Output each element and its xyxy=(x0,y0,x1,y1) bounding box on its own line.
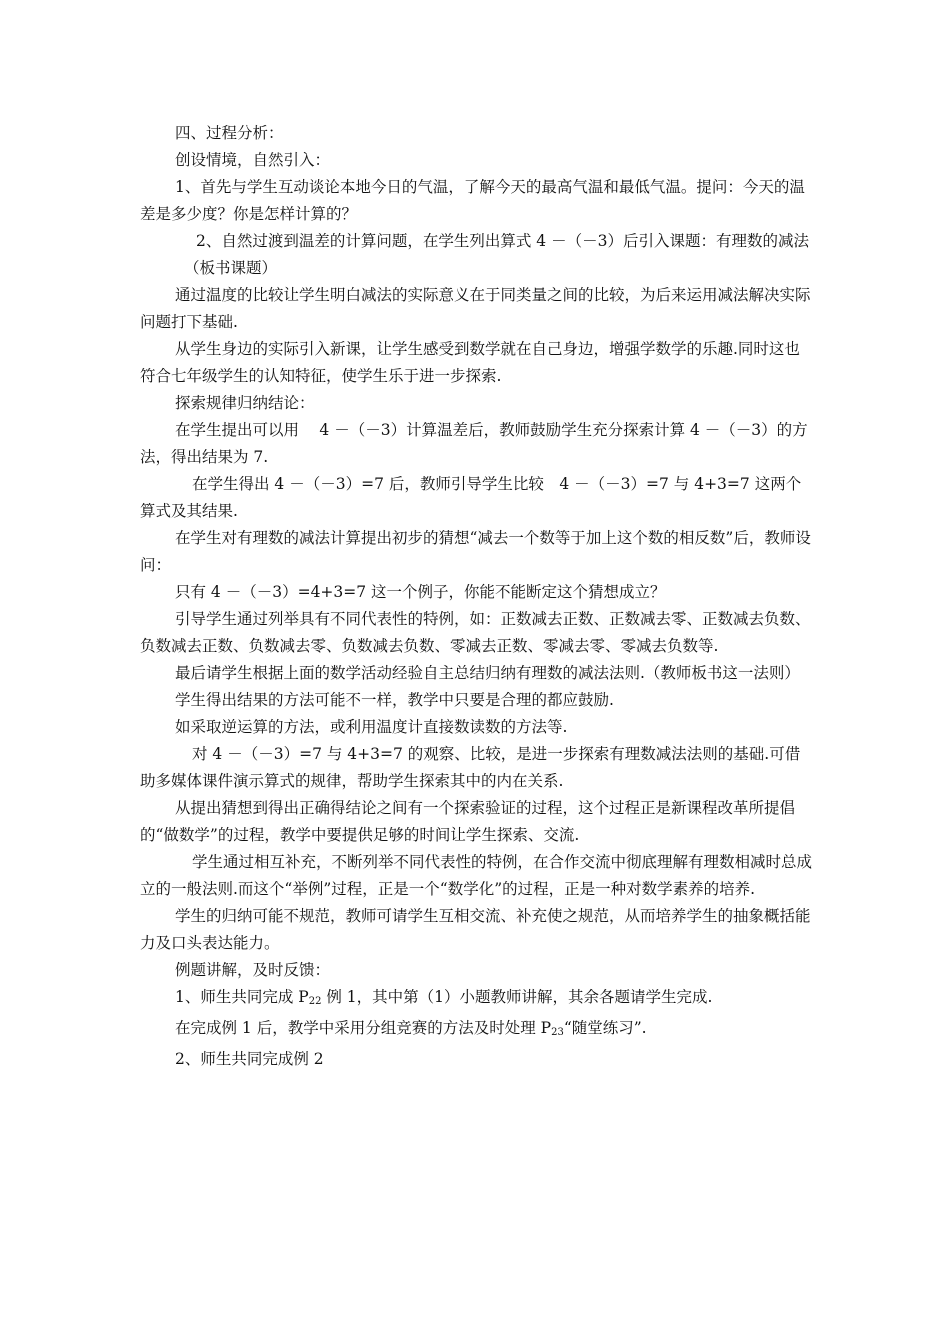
paragraph: 在学生得出 4 －（－3）=7 后，教师引导学生比较 4 －（－3）=7 与 4+3=7 这两个算式及其结果. xyxy=(140,475,802,520)
paragraph: （板书课题） xyxy=(184,259,278,277)
text-run: 1、师生共同完成 P xyxy=(175,988,309,1006)
text-run: 在完成例 1 后，教学中采用分组竞赛的方法及时处理 P xyxy=(175,1019,552,1037)
paragraph: 通过温度的比较让学生明白减法的实际意义在于同类量之间的比较，为后来运用减法解决实际问题打下基础. xyxy=(140,286,811,331)
page-subscript: 22 xyxy=(308,996,322,1007)
paragraph: 从学生身边的实际引入新课，让学生感受到数学就在自己身边，增强学数学的乐趣.同时这也符合七年级学生的认知特征，使学生乐于进一步探索. xyxy=(140,340,800,385)
text-run: “随堂练习”. xyxy=(563,1019,647,1037)
subsection-title-3: 例题讲解，及时反馈： xyxy=(175,961,331,979)
paragraph: 对 4 －（－3）=7 与 4+3=7 的观察、比较，是进一步探索有理数减法法则的基础.可借助多媒体课件演示算式的规律，帮助学生探索其中的内在关系. xyxy=(140,745,801,790)
page-subscript: 23 xyxy=(551,1027,564,1038)
paragraph: 如采取逆运算的方法，或利用温度计直接数读数的方法等. xyxy=(175,718,568,736)
paragraph: 只有 4 －（－3）=4+3=7 这一个例子，你能不能断定这个猜想成立？ xyxy=(175,583,666,601)
paragraph: 引导学生通过列举具有不同代表性的特例，如：正数减去正数、正数减去零、正数减去负数、负数减去正数、负数减去零、负数减去负数、零减去正数、零减去零、零减去负数等. xyxy=(140,610,811,655)
paragraph: 在学生提出可以用 4 －（－3）计算温差后，教师鼓励学生充分探索计算 4 －（－3）的方法，得出结果为 7. xyxy=(140,421,808,466)
paragraph xyxy=(140,1015,812,1046)
paragraph: 2、师生共同完成例 2 xyxy=(175,1050,324,1068)
subsection-title-1: 创设情境，自然引入： xyxy=(175,151,331,169)
paragraph: 学生的归纳可能不规范，教师可请学生互相交流、补充使之规范，从而培养学生的抽象概括能力及口头表达能力。 xyxy=(140,907,811,952)
document-body xyxy=(140,120,812,1073)
text-run: 例 1，其中第（1）小题教师讲解，其余各题请学生完成. xyxy=(321,988,713,1006)
paragraph: 1、首先与学生互动谈论本地今日的气温，了解今天的最高气温和最低气温。提问：今天的温差是多少度？你是怎样计算的？ xyxy=(140,178,805,223)
paragraph: 学生通过相互补充，不断列举不同代表性的特例，在合作交流中彻底理解有理数相减时总成立的一般法则.而这个“举例”过程，正是一个“数学化”的过程，正是一种对数学素养的培养. xyxy=(140,853,813,898)
paragraph: 学生得出结果的方法可能不一样，教学中只要是合理的都应鼓励. xyxy=(175,691,614,709)
paragraph xyxy=(140,984,812,1015)
section-heading: 四、过程分析： xyxy=(175,124,284,142)
subsection-title-2: 探索规律归纳结论： xyxy=(175,394,315,412)
paragraph: 从提出猜想到得出正确得结论之间有一个探索验证的过程，这个过程正是新课程改革所提倡的“做数学”的过程，教学中要提供足够的时间让学生探索、交流. xyxy=(140,799,796,844)
paragraph: 在学生对有理数的减法计算提出初步的猜想“减去一个数等于加上这个数的相反数”后，教师设问： xyxy=(140,529,811,574)
paragraph: 最后请学生根据上面的数学活动经验自主总结归纳有理数的减法法则.（教师板书这一法则） xyxy=(175,664,800,682)
paragraph: 2、自然过渡到温差的计算问题，在学生列出算式 4 －（－3）后引入课题：有理数的减法 xyxy=(196,232,809,250)
